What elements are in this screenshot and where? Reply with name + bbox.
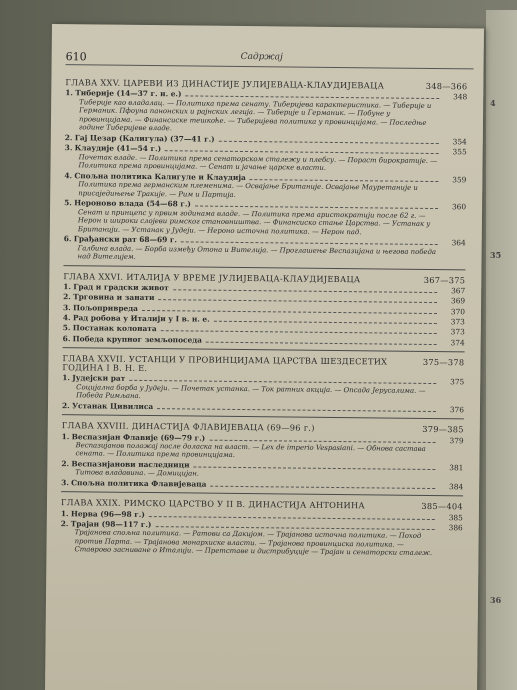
entry-title: Веспазијанови наследници xyxy=(71,459,190,470)
chapter-page-range: 348—366 xyxy=(425,80,468,92)
entry-page: 355 xyxy=(452,147,467,157)
entry-page: 384 xyxy=(449,482,464,492)
dot-leader xyxy=(158,300,437,304)
page-number: 610 xyxy=(65,50,87,64)
facing-page-text: 35 xyxy=(490,250,502,260)
toc-entry xyxy=(64,143,466,174)
entry-title: Победа крупног земљопоседа xyxy=(72,333,202,345)
dot-leader xyxy=(210,486,435,489)
entry-title: Устанак Цивилиса xyxy=(71,401,154,412)
chapter-page-range: 385—404 xyxy=(421,501,464,512)
dot-leader xyxy=(161,330,437,334)
chapter-divider xyxy=(63,347,465,352)
entry-page: 360 xyxy=(451,202,467,212)
table-of-contents xyxy=(60,72,467,558)
entry-number: 4. xyxy=(62,313,71,323)
chapter-title: ГЛАВА XXVI. ИТАЛИЈА У ВРЕМЕ ЈУЛИЈЕВАЦА-КЛАУДИЈЕВАЦА xyxy=(63,270,361,285)
entry-page: 348 xyxy=(453,92,468,102)
chapter-page-range: 379—385 xyxy=(422,424,464,435)
facing-page-text: 4 xyxy=(490,98,496,108)
facing-page-text: 36 xyxy=(490,595,502,605)
entry-page: 385 xyxy=(448,512,463,522)
entry-title: Клаудије (41—54 г.) xyxy=(74,143,162,154)
entry-page: 379 xyxy=(449,435,464,445)
entry-description: Галбина влада. — Борба између Отона и Вителија. — Проглашење Веспазијана и његова победа над Вителијем. xyxy=(77,243,437,262)
chapter-divider xyxy=(62,414,464,419)
entry-number: 5. xyxy=(62,323,71,333)
toc-entry xyxy=(65,88,467,136)
entry-title: Пољопривреда xyxy=(72,302,138,313)
dot-leader xyxy=(173,289,437,293)
entry-description: Политика према германским племенима. — Освајање Британије. Освајање Мауретаније и присаједињење Тракије. — Рим и Партија. xyxy=(78,180,418,199)
dot-leader xyxy=(157,408,436,412)
running-head: Садржај xyxy=(240,51,283,63)
entry-number: 2. xyxy=(64,133,73,143)
chapter-title: ГЛАВА XXVIII. ДИНАСТИЈА ФЛАВИЈЕВАЦА (69—96 г.) xyxy=(61,420,315,434)
chapter-title: ГЛАВА XXV. ЦАРЕВИ ИЗ ДИНАСТИЈЕ ЈУЛИЈЕВАЦА-КЛАУДИЈЕВАЦА xyxy=(65,77,385,91)
entry-title: Трговина и занати xyxy=(73,292,155,303)
dot-leader xyxy=(214,321,437,324)
entry-page: 374 xyxy=(450,337,465,347)
entry-title: Спољна политика Флавијеваца xyxy=(71,478,207,489)
chapter-page-range: 367—375 xyxy=(423,274,466,286)
dot-leader xyxy=(250,179,439,182)
entry-number: 3. xyxy=(61,478,69,488)
entry-page: 373 xyxy=(450,327,465,337)
toc-entry xyxy=(64,198,466,237)
entry-number: 2. xyxy=(61,401,70,411)
dot-leader xyxy=(142,310,437,314)
entry-page: 367 xyxy=(451,286,466,296)
entry-description: Веспазијанов положај после доласка на власт. — Lex de imperio Vespasiani. — Обнова састава сената. — Политика према провинцијама. xyxy=(75,441,426,460)
facing-page-edge xyxy=(486,10,517,690)
entry-title: Грађански рат 68—69 г. xyxy=(73,234,178,245)
book-page xyxy=(45,24,484,690)
entry-description: Титова владавина. — Домицијан. xyxy=(75,468,200,478)
entry-number: 5. xyxy=(64,198,72,208)
entry-title: Постанак колоната xyxy=(72,323,157,334)
entry-number: 2. xyxy=(60,518,69,529)
dot-leader xyxy=(206,341,437,344)
entry-page: 370 xyxy=(450,306,466,317)
entry-description: Почетак владе. — Политика према сенаторском сталежу и плебсу. — Пораст бирократије. — Политика према провинцијама. — Сенат и јачање царске власти. xyxy=(78,152,438,173)
entry-number: 1. xyxy=(63,282,72,292)
chapter-title: ГЛАВА XXIX. РИМСКО ЦАРСТВО У II В. ДИНАСТИЈА АНТОНИНА xyxy=(60,497,366,511)
entry-number: 4. xyxy=(64,170,73,180)
entry-page: 381 xyxy=(449,463,464,473)
entry-number: 1. xyxy=(65,88,74,98)
entry-title: Тиберије (14—37 г. н. е.) xyxy=(75,88,182,99)
entry-title: Јудејски рат xyxy=(72,373,126,384)
entry-title: Град и градски живот xyxy=(73,282,169,293)
entry-page: 354 xyxy=(452,137,467,147)
entry-page: 369 xyxy=(450,296,466,306)
toc-entry xyxy=(61,432,463,463)
entry-number: 2. xyxy=(63,292,71,302)
dot-leader xyxy=(219,141,439,144)
entry-title: Гај Цезар (Калигула) (37—41 г.) xyxy=(74,133,215,144)
entry-number: 3. xyxy=(64,143,73,153)
entry-page: 359 xyxy=(452,174,467,185)
entry-description: Сенат и принцепс у првим годинама владе. — Политика према аристократији после 62 г. — Нерон и широки слојеви римског становништва. — Финансиско стање Царства. — Устанак у Британији. — Устанак у Јудеји. — Нероно источна политика. — Нерон пад. xyxy=(77,207,431,236)
entry-number: 6. xyxy=(62,333,71,343)
entry-page: 373 xyxy=(450,317,465,327)
entry-number: 1. xyxy=(62,373,71,383)
toc-entry xyxy=(62,374,464,405)
chapter-title: ГЛАВА XXVII. УСТАНЦИ У ПРОВИНЦИЈАМА ЦАРСТВА ШЕЗДЕСЕТИХ ГОДИНА I В. Н. Е. xyxy=(62,353,388,374)
entry-title: Веспазијан Флавије (69—79 г.) xyxy=(71,431,206,443)
entry-title: Спољна политика Калигуле и Клаудија xyxy=(74,170,246,182)
chapter-divider xyxy=(61,491,463,496)
entry-title: Нерва (96—98 г.) xyxy=(70,508,145,519)
entry-number: 6. xyxy=(63,234,72,244)
entry-title: Нероново влада (54—68 г.) xyxy=(74,198,191,209)
toc-entry xyxy=(60,519,462,558)
entry-number: 3. xyxy=(62,302,71,312)
entry-title: Рад робова у Италији у I в. н. е. xyxy=(72,313,210,324)
entry-title: Трајан (98—117 г.) xyxy=(70,519,152,529)
chapter-page-range: 375—378 xyxy=(422,356,465,368)
entry-number: 2. xyxy=(61,459,70,469)
entry-page: 376 xyxy=(449,405,465,415)
entry-description: Социјална борба у Јудеји. — Почетак устанка. — Ток ратних акција. — Опсада Јерусалима. — Победа Римљана. xyxy=(76,383,426,401)
dot-leader xyxy=(149,516,435,520)
entry-page: 375 xyxy=(450,377,465,387)
toc-entry xyxy=(64,171,466,202)
entry-number: 1. xyxy=(60,508,69,518)
page-header xyxy=(66,50,474,69)
toc-entry xyxy=(64,234,466,265)
chapter-divider xyxy=(63,265,465,270)
entry-description: Трајанова спољна политика. — Ратови са Дакијом. — Трајанова источна политика. — Поход против Парта. — Трајанова монархиске власти. — Трајанова провинциска политика. — Ставрово засниване о Италији. — Претставе и дистрибуције — Трајан и сенаторски сталеж. xyxy=(74,528,433,558)
entry-description: Тиберије као владалац. — Политика према сенату. Тиберијева карактеристика. — Тиберије и Германик. Пфоуна панонских и рајнских легија. — Тиберије и Германик. — Побуне у провинцијама. — Финансиске тешкоће. — Тиберијева политика у провинцијама. — Последње године Тиберијеве владе. xyxy=(78,97,432,133)
entry-page: 364 xyxy=(451,238,466,248)
entry-number: 1. xyxy=(61,431,70,441)
entry-page: 386 xyxy=(448,522,463,533)
